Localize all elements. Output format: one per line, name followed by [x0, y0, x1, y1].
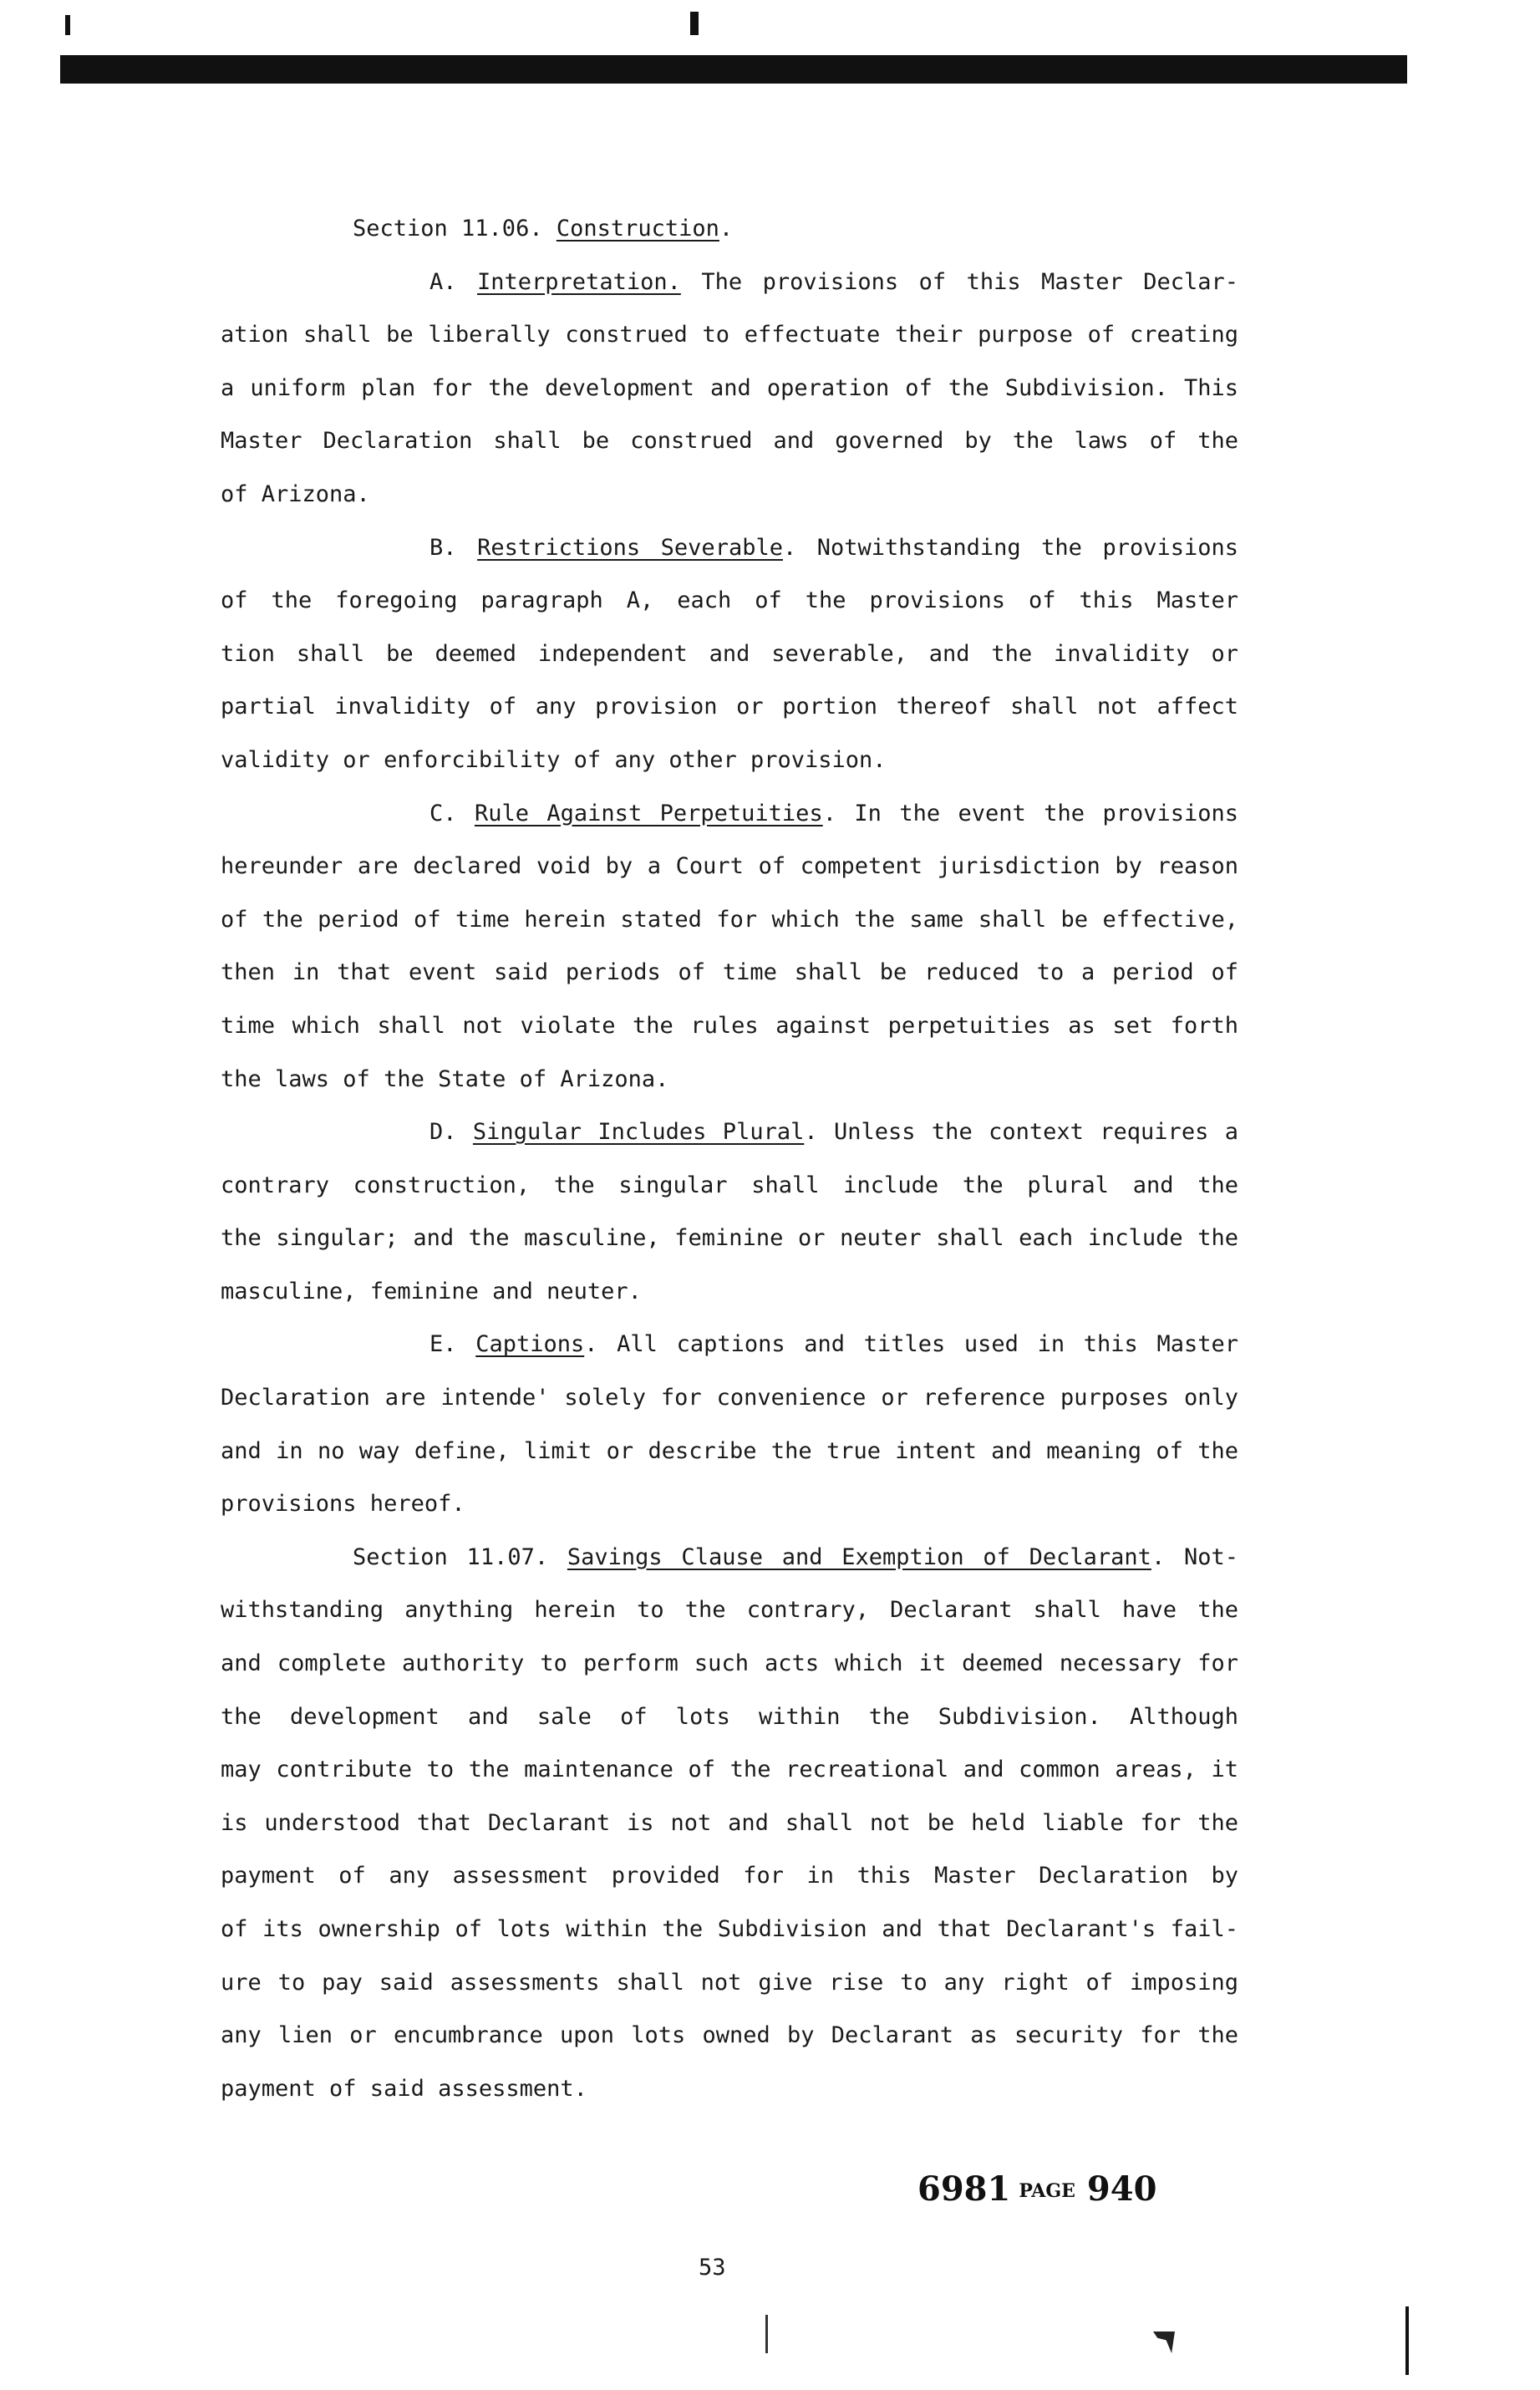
stamp-page-number: 940: [1086, 2169, 1157, 2209]
paragraph-line: a uniform plan for the development and operation of the Subdivision. This: [221, 374, 1238, 401]
subsection-label: D.: [429, 1119, 457, 1146]
paragraph-line: of Arizona.: [221, 481, 370, 507]
scan-artifact-bar: [60, 55, 1407, 84]
paragraph-line: payment of any assessment provided for in this Master Declaration by: [221, 1863, 1238, 1889]
subsection-title: Interpretation.: [477, 268, 681, 295]
subsection-title: Restrictions Severable: [477, 534, 783, 561]
stamp-page-label: PAGE: [1019, 2180, 1075, 2202]
paragraph-line: hereunder are declared void by a Court of competent jurisdiction by reason: [221, 853, 1238, 880]
subsection-label: E.: [429, 1331, 457, 1358]
paragraph-line: provisions hereof.: [221, 1491, 465, 1518]
section-title: Savings Clause and Exemption of Declarant: [567, 1543, 1151, 1570]
paragraph-line: of the foregoing paragraph A, each of the provisions of this Master: [221, 587, 1238, 614]
paragraph-line: the laws of the State of Arizona.: [221, 1065, 669, 1092]
paragraph-text: . Unless the context requires a: [804, 1119, 1238, 1146]
section-heading-11-06: [221, 202, 1238, 256]
paragraph-text: The provisions of this Master Declar-: [701, 268, 1238, 295]
paragraph-line: of the period of time herein stated for which the same shall be effective,: [221, 906, 1238, 933]
paragraph-line: ure to pay said assessments shall not give rise to any right of imposing: [221, 1969, 1238, 1996]
paragraph-line: withstanding anything herein to the contrary, Declarant shall have the: [221, 1597, 1238, 1624]
paragraph-line: [221, 1106, 1238, 1159]
paragraph-text: . In the event the provisions: [822, 800, 1238, 826]
subsection-label: B.: [429, 534, 457, 561]
paragraph-line: the development and sale of lots within the Subdivision. Although: [221, 1703, 1238, 1730]
section-title-period: .: [719, 216, 734, 242]
paragraph-line: validity or enforcibility of any other provision.: [221, 746, 887, 773]
paragraph-line: [221, 1318, 1238, 1371]
paragraph-line: [221, 521, 1238, 575]
recording-stamp: [917, 2169, 1156, 2209]
paragraph-line: and in no way define, limit or describe the true intent and meaning of the: [221, 1437, 1238, 1464]
paragraph-line: Declaration are intende' solely for convenience or reference purposes only: [221, 1385, 1238, 1411]
subsection-title: Singular Includes Plural: [472, 1119, 805, 1146]
paragraph-line: partial invalidity of any provision or portion thereof shall not affect: [221, 694, 1238, 720]
paragraph-line: of its ownership of lots within the Subdivision and that Declarant's fail-: [221, 1916, 1238, 1942]
subsection-label: A.: [429, 268, 457, 295]
scan-artifact-mark: [1405, 2306, 1409, 2375]
paragraph-text: . All captions and titles used in this Master: [584, 1331, 1238, 1358]
section-number: Section 11.06.: [353, 216, 543, 242]
section-number: Section 11.07.: [353, 1543, 549, 1570]
paragraph-line: tion shall be deemed independent and severable, and the invalidity or: [221, 640, 1238, 667]
document-body: [221, 202, 1238, 2115]
scan-artifact-mark: [65, 15, 70, 35]
paragraph-line: ation shall be liberally construed to effectuate their purpose of creating: [221, 322, 1238, 348]
paragraph-line: may contribute to the maintenance of the recreational and common areas, it: [221, 1757, 1238, 1783]
subsection-label: C.: [429, 800, 457, 826]
paragraph-line: time which shall not violate the rules against perpetuities as set forth: [221, 1012, 1238, 1039]
paragraph-text: . Notwithstanding the provisions: [782, 534, 1238, 561]
page-number: 53: [699, 2255, 726, 2281]
scan-artifact-mark: [690, 12, 699, 35]
paragraph-line: Master Declaration shall be construed and governed by the laws of the: [221, 428, 1238, 455]
paragraph-line: [221, 787, 1238, 841]
section-heading-11-07: [221, 1531, 1238, 1584]
paragraph-line: payment of said assessment.: [221, 2075, 587, 2102]
paragraph-line: and complete authority to perform such acts which it deemed necessary for: [221, 1650, 1238, 1677]
scan-artifact-mark: [765, 2315, 768, 2353]
subsection-title: Rule Against Perpetuities: [474, 800, 823, 826]
paragraph-line: masculine, feminine and neuter.: [221, 1278, 642, 1304]
section-title: Construction: [556, 216, 719, 242]
scan-artifact-mark: [1153, 2332, 1175, 2353]
paragraph-line: is understood that Declarant is not and shall not be held liable for the: [221, 1809, 1238, 1836]
paragraph-line: then in that event said periods of time shall be reduced to a period of: [221, 959, 1238, 986]
paragraph-line: the singular; and the masculine, feminine or neuter shall each include the: [221, 1225, 1238, 1252]
subsection-title: Captions: [475, 1331, 585, 1358]
stamp-book-number: 6981: [917, 2169, 1011, 2209]
paragraph-line: [221, 256, 1238, 309]
paragraph-line: any lien or encumbrance upon lots owned by Declarant as security for the: [221, 2022, 1238, 2049]
paragraph-line: contrary construction, the singular shall include the plural and the: [221, 1172, 1238, 1198]
paragraph-text: . Not-: [1151, 1543, 1238, 1570]
